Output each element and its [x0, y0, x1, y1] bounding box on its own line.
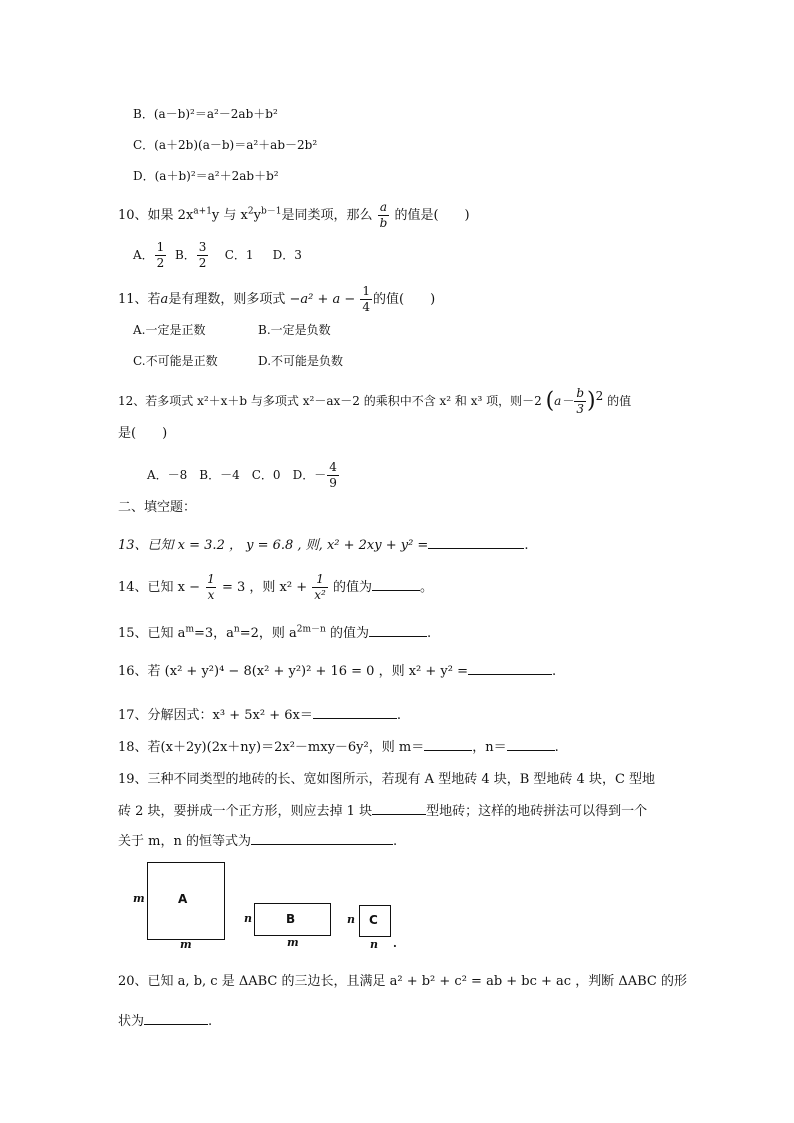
q11-option-d: D.不可能是负数	[258, 354, 344, 368]
q11-option-b: B.一定是负数	[258, 323, 331, 337]
q11-option-c: C.不可能是正数	[133, 354, 218, 368]
q9-option-d: D．(a＋b)²＝a²＋2ab＋b²	[133, 169, 279, 183]
q14-fraction-2: $\frac{1}{\text{x²}}$	[314, 572, 326, 602]
q11-fraction: $\frac{1}{4}$	[362, 284, 371, 314]
q15-answer-blank[interactable]	[369, 622, 427, 637]
q9-option-c: C．(a＋2b)(a－b)＝a²＋ab－2b²	[133, 138, 318, 152]
tile-b-side-label: n	[244, 912, 252, 925]
q13: 13、已知 x = 3.2 ， y = 6.8 , 则, x² + 2xy + y² = .	[118, 534, 528, 556]
q14-answer-blank[interactable]	[372, 576, 420, 591]
q20-line-2: 状为 .	[118, 1010, 212, 1032]
tile-b-label: B	[286, 912, 296, 926]
q11-stem: 11、若a是有理数，则多项式 −a² + a − $\frac{1}{4}$ 的值( )	[118, 284, 436, 314]
tile-b-bottom-label: m	[287, 936, 299, 949]
tile-a-bottom-label: m	[180, 938, 192, 951]
q17-answer-blank[interactable]	[313, 704, 397, 719]
q12-option-d-fraction: $\frac{4}{9}$	[329, 460, 337, 490]
q10-options: A． $\frac{1}{2}$ B． $\frac{3}{2}$ C．1 D．3	[133, 240, 302, 270]
q10-stem: 10、如果 $2x^{a+1}y$ 与 $x^2y^{b-1}$是同类项，那么 $\frac{a}{b}$ 的值是( )	[118, 200, 470, 230]
q20-line-1: 20、已知 a, b, c 是 ΔABC 的三边长，且满足 a² + b² + c² = ab + bc + ac ，判断 ΔABC 的形	[118, 974, 687, 989]
q17: 17、分解因式：x³ + 5x² + 6x＝ .	[118, 704, 401, 726]
tile-a-label: A	[178, 892, 188, 906]
q15: 15、已知 $a^m=3$，$a^n=2$，则 $a^{2m-n}$ 的值为 .	[118, 622, 431, 644]
q11-option-a: A.一定是正数	[133, 323, 206, 337]
q10-option-b-fraction: $\frac{3}{2}$	[198, 240, 207, 270]
tile-c-side-label: n	[347, 913, 355, 926]
q19-line-3: 关于 m，n 的恒等式为 .	[118, 830, 397, 852]
figure-trailing-period: .	[393, 937, 397, 950]
q9-option-b: B．(a－b)²＝a²－2ab＋b²	[133, 107, 278, 121]
q16: 16、若 (x² + y²)⁴ − 8(x² + y²)² + 16 = 0 ，则 x² + y² = .	[118, 660, 556, 682]
q18-answer-blank-n[interactable]	[507, 736, 555, 751]
q19-line-1: 19、三种不同类型的地砖的长、宽如图所示，若现有 A 型地砖 4 块，B 型地砖 4 块，C 型地	[118, 772, 656, 787]
q16-answer-blank[interactable]	[468, 660, 552, 675]
q10-fraction: $\frac{a}{b}$	[379, 200, 388, 230]
q19-answer-blank-type[interactable]	[372, 800, 426, 815]
q20-answer-blank[interactable]	[144, 1010, 208, 1025]
q10-option-a-fraction: $\frac{1}{2}$	[156, 240, 165, 270]
tile-c-bottom-label: n	[370, 938, 378, 951]
q19-line-2: 砖 2 块，要拼成一个正方形，则应去掉 1 块 型地砖；这样的地砖拼法可以得到一个	[118, 800, 647, 822]
q12-stem: 12、若多项式 x²＋x＋b 与多项式 x²－ax－2 的乘积中不含 x² 和 x³ 项，则－2 (a－ $\frac{b}{3}$ )$^2$ 的值	[118, 386, 632, 416]
q12-fraction: $\frac{b}{3}$	[576, 386, 585, 416]
q18: 18、若(x＋2y)(2x＋ny)＝2x²－mxy－6y²，则 m＝ ，n＝ .	[118, 736, 559, 758]
tile-a-side-label: m	[133, 892, 145, 905]
q14-fraction-1: $\frac{1}{x}$	[207, 572, 215, 602]
q13-answer-blank[interactable]	[428, 534, 524, 549]
q14: 14、已知 x − $\frac{1}{x}$ = 3 ，则 x² + $\frac{1}{\text{x²}}$ 的值为 。	[118, 572, 433, 602]
q12-stem-cont: 是( )	[118, 426, 168, 441]
q12-options: A．－8 B．－4 C．0 D．－ $\frac{4}{9}$	[147, 460, 337, 490]
q18-answer-blank-m[interactable]	[424, 736, 472, 751]
q19-answer-blank-identity[interactable]	[251, 830, 393, 845]
tile-c-label: C	[369, 913, 378, 927]
section-heading: 二、填空题：	[118, 500, 197, 515]
